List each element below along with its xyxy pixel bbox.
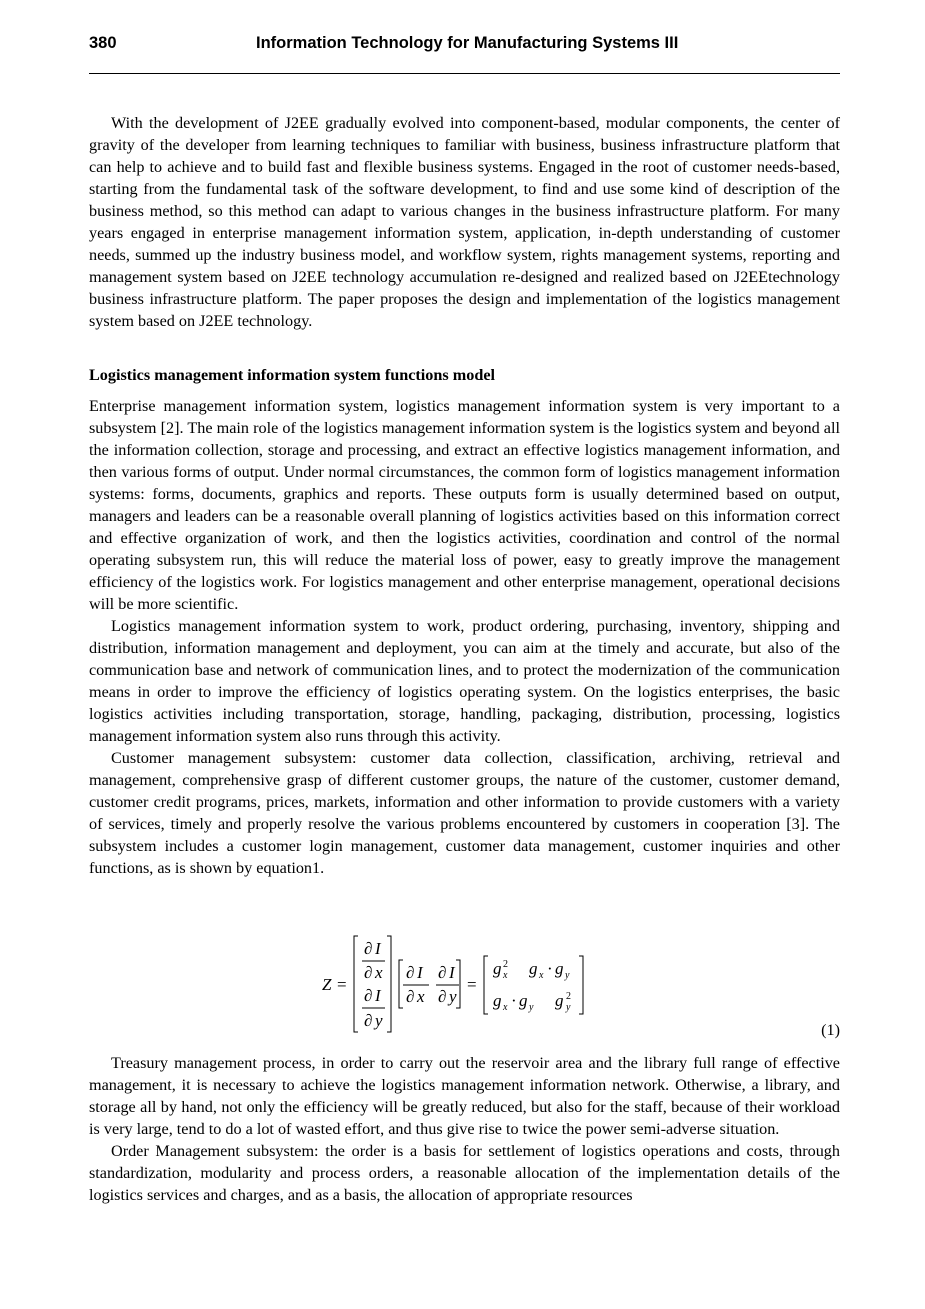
- eq-partial: ∂: [438, 987, 447, 1006]
- equation-number: (1): [821, 1021, 840, 1039]
- eq-sub: x: [539, 970, 544, 981]
- closing-block: [89, 1052, 840, 1206]
- eq-sub: x: [503, 1002, 508, 1013]
- eq-partial: ∂: [364, 986, 373, 1005]
- equation-block: [89, 930, 840, 1040]
- eq-lhs: Z: [322, 975, 332, 994]
- eq-var: x: [375, 963, 383, 982]
- paragraph-section-1: Enterprise management information system, logistics management information system is very important to a subsystem [2]. The main role of the logistics management information system is the logistics system and beyond all the information collection, storage and processing, and extract an effective logistics management information, and then various forms of output. Under normal circumstances, the common form of logistics management information systems: forms, documents, graphics and reports. These outputs form is usually determined based on output, managers and leaders can be a reasonable overall planning of logistics activities based on this information correct and effective organization of work, and then the logistics activities, coordination and control of the normal operating subsystem run, this will reduce the material loss of power, easy to greatly improve the management efficiency of the logistics work. For logistics management and other enterprise management, operational decisions will be more scientific.: [89, 397, 840, 613]
- eq-var: I: [375, 986, 381, 1005]
- eq-equals-2: =: [467, 975, 477, 994]
- eq-dot: ·: [511, 991, 517, 1010]
- paragraph-order: Order Management subsystem: the order is a basis for settlement of logistics operations and costs, through standardization, modularity and process orders, a reasonable allocation of the implementation details of the logistics services and charges, and as a basis, the allocation of appropriate resources: [89, 1142, 840, 1204]
- paragraph-section-3: Customer management subsystem: customer data collection, classification, archiving, retrieval and management, comprehensive grasp of different customer groups, the nature of the customer, customer demand, customer credit programs, prices, markets, information and other information to provide customers with a variety of services, timely and properly resolve the various problems encountered by customers in cooperation [3]. The subsystem includes a customer login management, customer data management, customer inquiries and other functions, as is shown by equation1.: [89, 749, 840, 877]
- eq-sup: 2: [566, 991, 571, 1002]
- eq-var: I: [417, 963, 423, 982]
- eq-partial: ∂: [438, 963, 447, 982]
- page-number: 380: [89, 34, 117, 52]
- intro-block: [89, 112, 840, 332]
- paragraph-section-2: Logistics management information system to work, product ordering, purchasing, inventory, shipping and distribution, information management and deployment, you can aim at the timely and accurate, but also of the communication base and network of communication lines, and to protect the modernization of the communication means in order to improve the efficiency of logistics operating system. On the logistics enterprises, the basic logistics activities including transportation, storage, handling, packaging, distribution, processing, logistics management information system also runs through this activity.: [89, 617, 840, 745]
- paragraph-intro: With the development of J2EE gradually evolved into component-based, modular components, the center of gravity of the developer from learning techniques to familiar with business, business infrastructure platform that can help to achieve and to build fast and flexible business systems. Engaged in the root of customer needs-based, starting from the fundamental task of the software development, to find and use some kind of description of the business method, so this method can adapt to various changes in the business infrastructure platform. For many years engaged in enterprise management information system, application, in-depth understanding of customer needs, summed up the industry business model, and workflow system, rights management systems, reporting and management system based on J2EE technology accumulation re-designed and realized based on J2EEtechnology business infrastructure platform. The paper proposes the design and implementation of the logistics management system based on J2EE technology.: [89, 114, 840, 330]
- eq-sub: y: [529, 1002, 534, 1013]
- eq-sub: x: [503, 970, 508, 981]
- eq-sub: y: [566, 1002, 571, 1013]
- eq-g: g: [529, 959, 538, 978]
- running-header-title: Information Technology for Manufacturing Systems III: [256, 34, 679, 52]
- eq-var: y: [375, 1011, 383, 1030]
- eq-g: g: [493, 959, 502, 978]
- eq-partial: ∂: [406, 987, 415, 1006]
- eq-partial: ∂: [364, 1011, 373, 1030]
- section-block: [89, 364, 840, 879]
- eq-g: g: [519, 991, 528, 1010]
- eq-g: g: [555, 991, 564, 1010]
- eq-partial: ∂: [364, 963, 373, 982]
- eq-sup: 2: [503, 959, 508, 970]
- eq-var: y: [449, 987, 457, 1006]
- eq-sub: y: [565, 970, 570, 981]
- eq-equals-1: =: [337, 975, 347, 994]
- section-heading: Logistics management information system functions model: [89, 366, 496, 384]
- eq-var: I: [449, 963, 455, 982]
- header-rule: [89, 73, 840, 74]
- eq-var: x: [417, 987, 425, 1006]
- eq-var: I: [375, 939, 381, 958]
- eq-g: g: [555, 959, 564, 978]
- eq-partial: ∂: [364, 939, 373, 958]
- eq-dot: ·: [547, 959, 553, 978]
- eq-g: g: [493, 991, 502, 1010]
- equation-1: [89, 930, 840, 1040]
- eq-partial: ∂: [406, 963, 415, 982]
- paragraph-treasury: Treasury management process, in order to carry out the reservoir area and the library full range of effective management, it is necessary to achieve the logistics management information network. Otherwise, a library, and storage all by hand, not only the efficiency will be greatly reduced, but also for the staff, because of their workload is very large, tend to do a lot of wasted effort, and thus give rise to twice the power semi-adverse situation.: [89, 1054, 840, 1138]
